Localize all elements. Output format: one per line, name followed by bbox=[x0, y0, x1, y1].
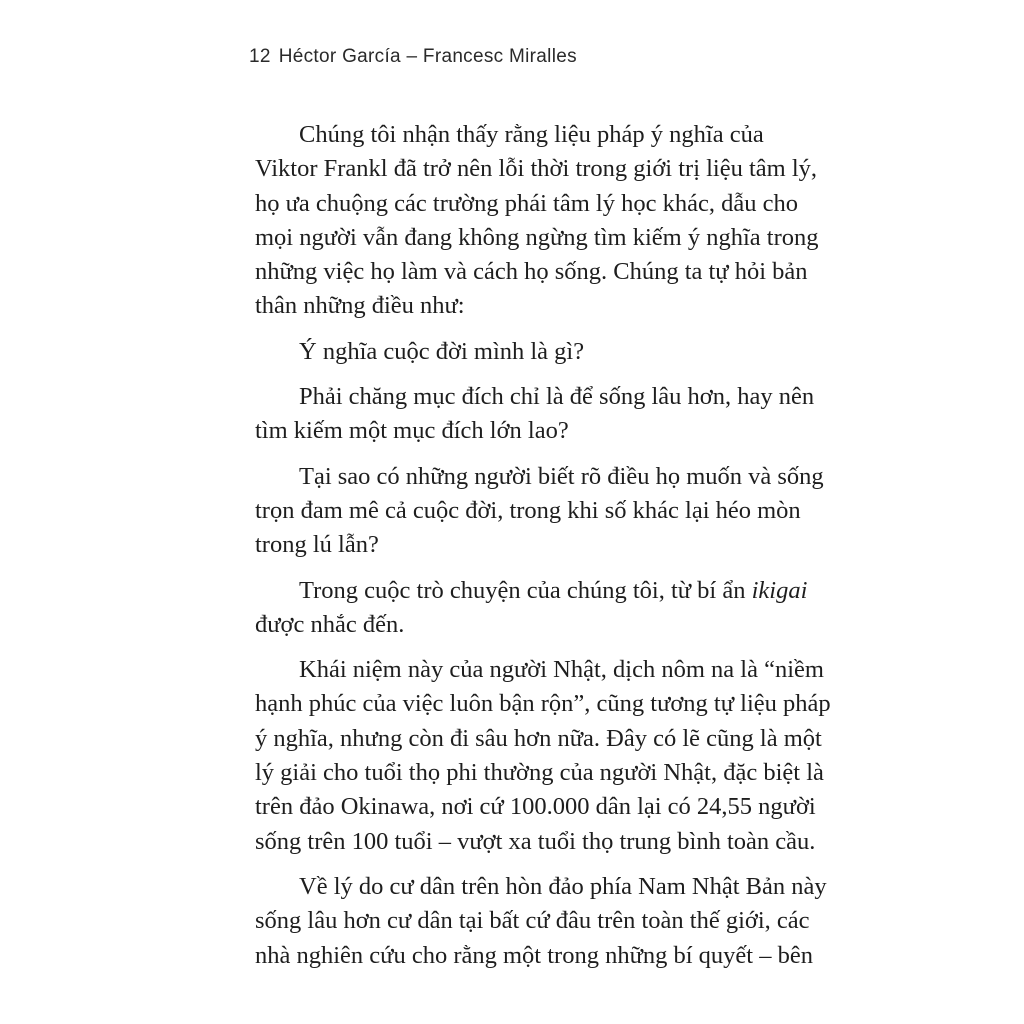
text-line: Khái niệm này của người Nhật, dịch nôm na là “niềm bbox=[299, 656, 824, 684]
text-line: trên đảo Okinawa, nơi cứ 100.000 dân lại có 24,55 người bbox=[255, 793, 816, 821]
text-line: Viktor Frankl đã trở nên lỗi thời trong giới trị liệu tâm lý, bbox=[255, 155, 818, 183]
text-line: nhà nghiên cứu cho rằng một trong những bí quyết – bên bbox=[255, 941, 813, 969]
italic-term-ikigai: ikigai bbox=[751, 576, 808, 604]
text-line: hạnh phúc của việc luôn bận rộn”, cũng tương tự liệu pháp bbox=[255, 690, 831, 718]
author-names: Héctor García – Francesc Miralles bbox=[278, 46, 577, 67]
text-line: sống trên 100 tuổi – vượt xa tuổi thọ trung bình toàn cầu. bbox=[255, 827, 816, 855]
text-line: Về lý do cư dân trên hòn đảo phía Nam Nhật Bản này bbox=[299, 872, 827, 900]
text-line: Phải chăng mục đích chỉ là để sống lâu hơn, hay nên bbox=[299, 383, 815, 411]
paragraph-7 bbox=[255, 870, 827, 973]
text-line: ý nghĩa, nhưng còn đi sâu hơn nữa. Đây có lẽ cũng là một bbox=[255, 724, 822, 752]
text-fragment: Trong cuộc trò chuyện của chúng tôi, từ bí ẩn bbox=[299, 576, 752, 604]
paragraph-1 bbox=[255, 118, 819, 324]
text-line: trọn đam mê cả cuộc đời, trong khi số khác lại héo mòn bbox=[255, 496, 801, 524]
paragraph-4 bbox=[255, 460, 824, 563]
paragraph-2 bbox=[255, 335, 815, 369]
text-line: họ ưa chuộng các trường phái tâm lý học khác, dẫu cho bbox=[255, 189, 798, 217]
text-line: Chúng tôi nhận thấy rằng liệu pháp ý nghĩa của bbox=[299, 121, 764, 148]
paragraph-3 bbox=[255, 380, 815, 449]
running-header bbox=[249, 46, 577, 68]
text-line: Ý nghĩa cuộc đời mình là gì? bbox=[299, 337, 585, 365]
text-line: lý giải cho tuổi thọ phi thường của người Nhật, đặc biệt là bbox=[255, 759, 824, 787]
text-line bbox=[255, 574, 815, 608]
paragraph-6 bbox=[255, 653, 831, 859]
text-line: sống lâu hơn cư dân tại bất cứ đâu trên toàn thế giới, các bbox=[255, 907, 810, 935]
text-line: Tại sao có những người biết rõ điều họ muốn và sống bbox=[299, 462, 824, 490]
page-number: 12 bbox=[249, 46, 271, 67]
text-line: thân những điều như: bbox=[255, 292, 465, 320]
text-line: tìm kiếm một mục đích lớn lao? bbox=[255, 417, 569, 445]
body-text bbox=[255, 118, 831, 973]
text-line: mọi người vẫn đang không ngừng tìm kiếm ý nghĩa trong bbox=[255, 223, 819, 251]
text-line: những việc họ làm và cách họ sống. Chúng ta tự hỏi bản bbox=[255, 258, 808, 286]
text-line: trong lú lẫn? bbox=[255, 531, 379, 559]
text-line: được nhắc đến. bbox=[255, 610, 405, 638]
paragraph-5 bbox=[255, 574, 815, 643]
